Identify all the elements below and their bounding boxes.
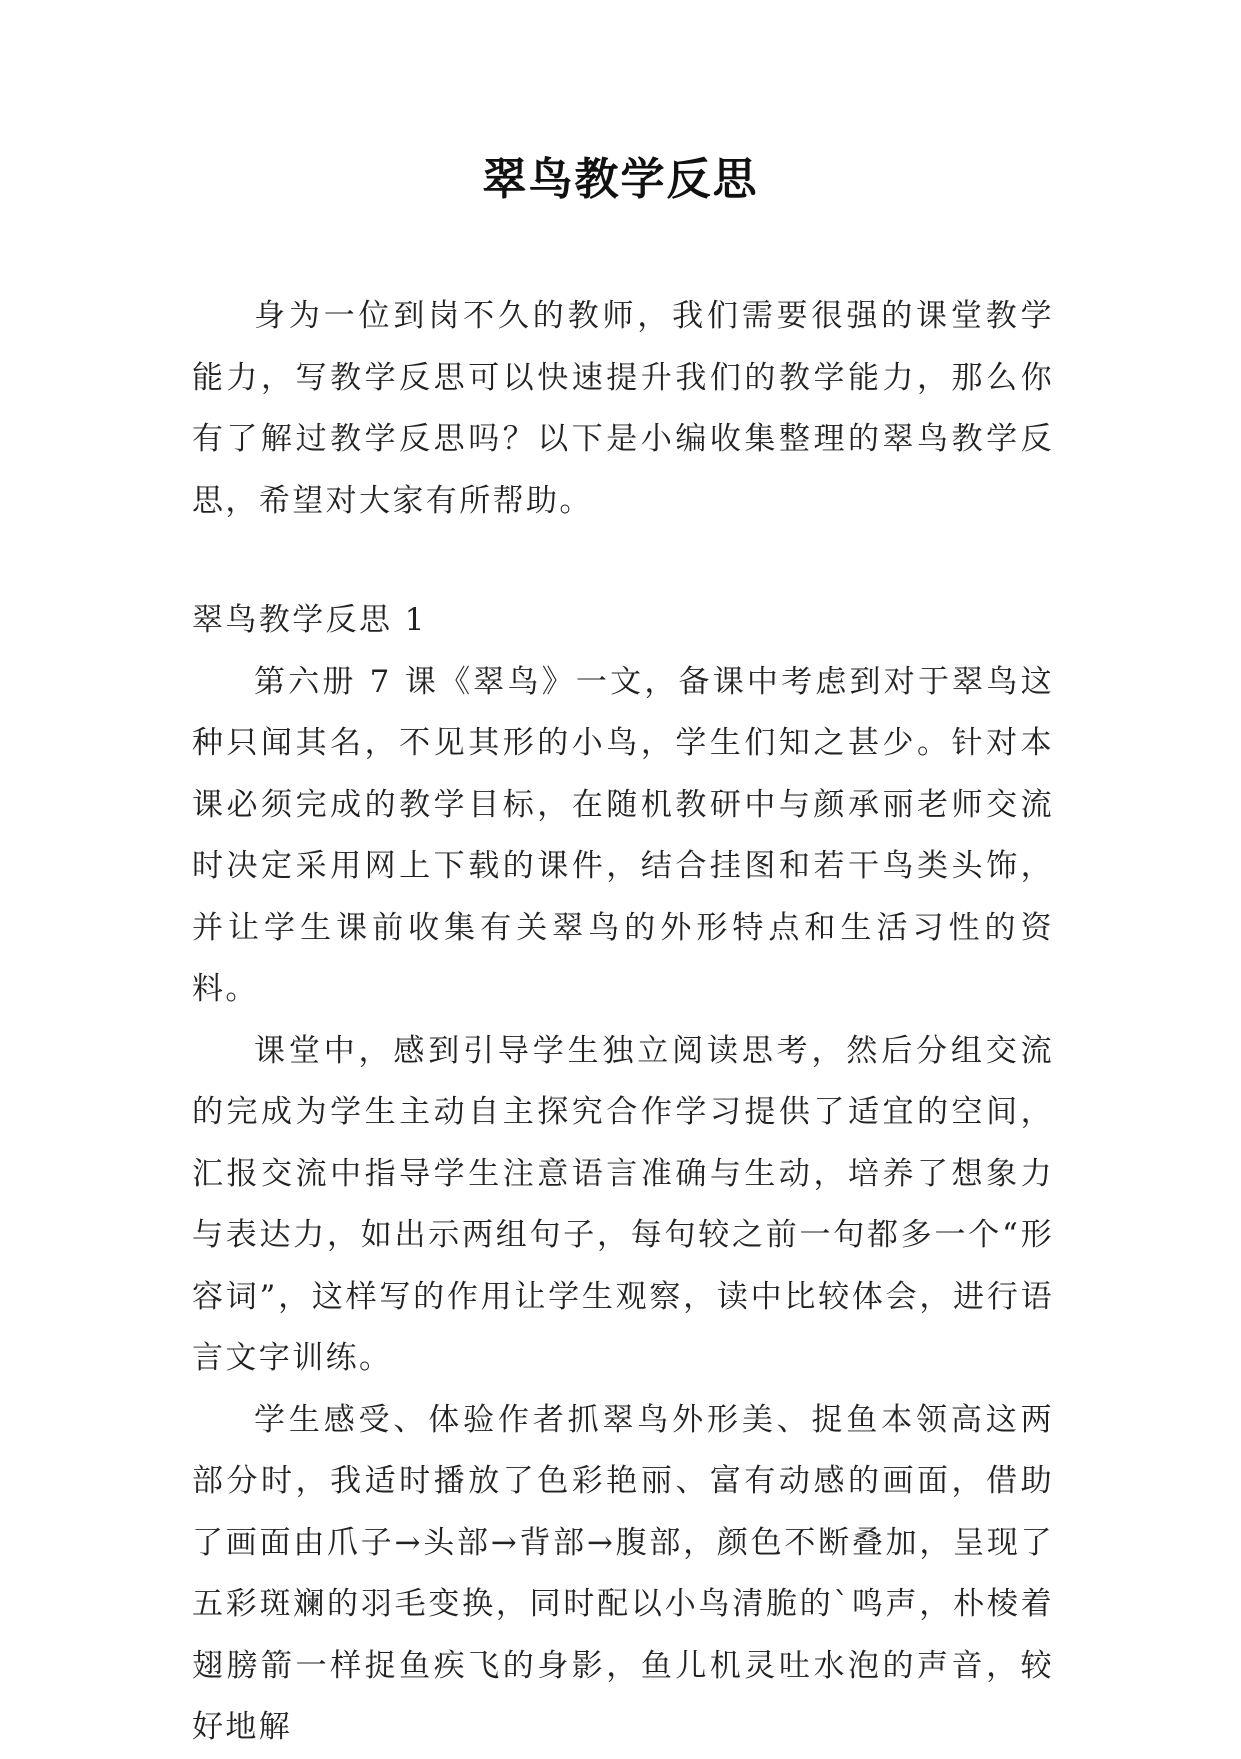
body-paragraph: 学生感受、体验作者抓翠鸟外形美、捉鱼本领高这两部分时，我适时播放了色彩艳丽、富有动感的画面，借助了画面由爪子→头部→背部→腹部，颜色不断叠加，呈现了五彩斑斓的羽毛变换，同时配以小鸟清脆的`鸣声，朴棱着翅膀箭一样捉鱼疾飞的身影，鱼儿机灵吐水泡的声音，较好地解	[192, 1401, 1054, 1745]
body-paragraph: 第六册 7 课《翠鸟》一文，备课中考虑到对于翠鸟这种只闻其名，不见其形的小鸟，学生们知之甚少。针对本课必须完成的教学目标，在随机教研中与颜承丽老师交流时决定采用网上下载的课件，结合挂图和若干鸟类头饰，并让学生课前收集有关翠鸟的外形特点和生活习性的资料。	[192, 663, 1054, 1007]
document-title: 翠鸟教学反思	[482, 154, 759, 205]
document-body	[192, 286, 1054, 1759]
intro-paragraph: 身为一位到岗不久的教师，我们需要很强的课堂教学能力，写教学反思可以快速提升我们的教学能力，那么你有了解过教学反思吗？以下是小编收集整理的翠鸟教学反思，希望对大家有所帮助。	[192, 298, 1054, 519]
section-heading: 翠鸟教学反思 1	[192, 602, 427, 638]
body-paragraph: 课堂中，感到引导学生独立阅读思考，然后分组交流的完成为学生主动自主探究合作学习提供了适宜的空间，汇报交流中指导学生注意语言准确与生动，培养了想象力与表达力，如出示两组句子，每句较之前一句都多一个“形容词”，这样写的作用让学生观察，读中比较体会，进行语言文字训练。	[192, 1032, 1054, 1376]
